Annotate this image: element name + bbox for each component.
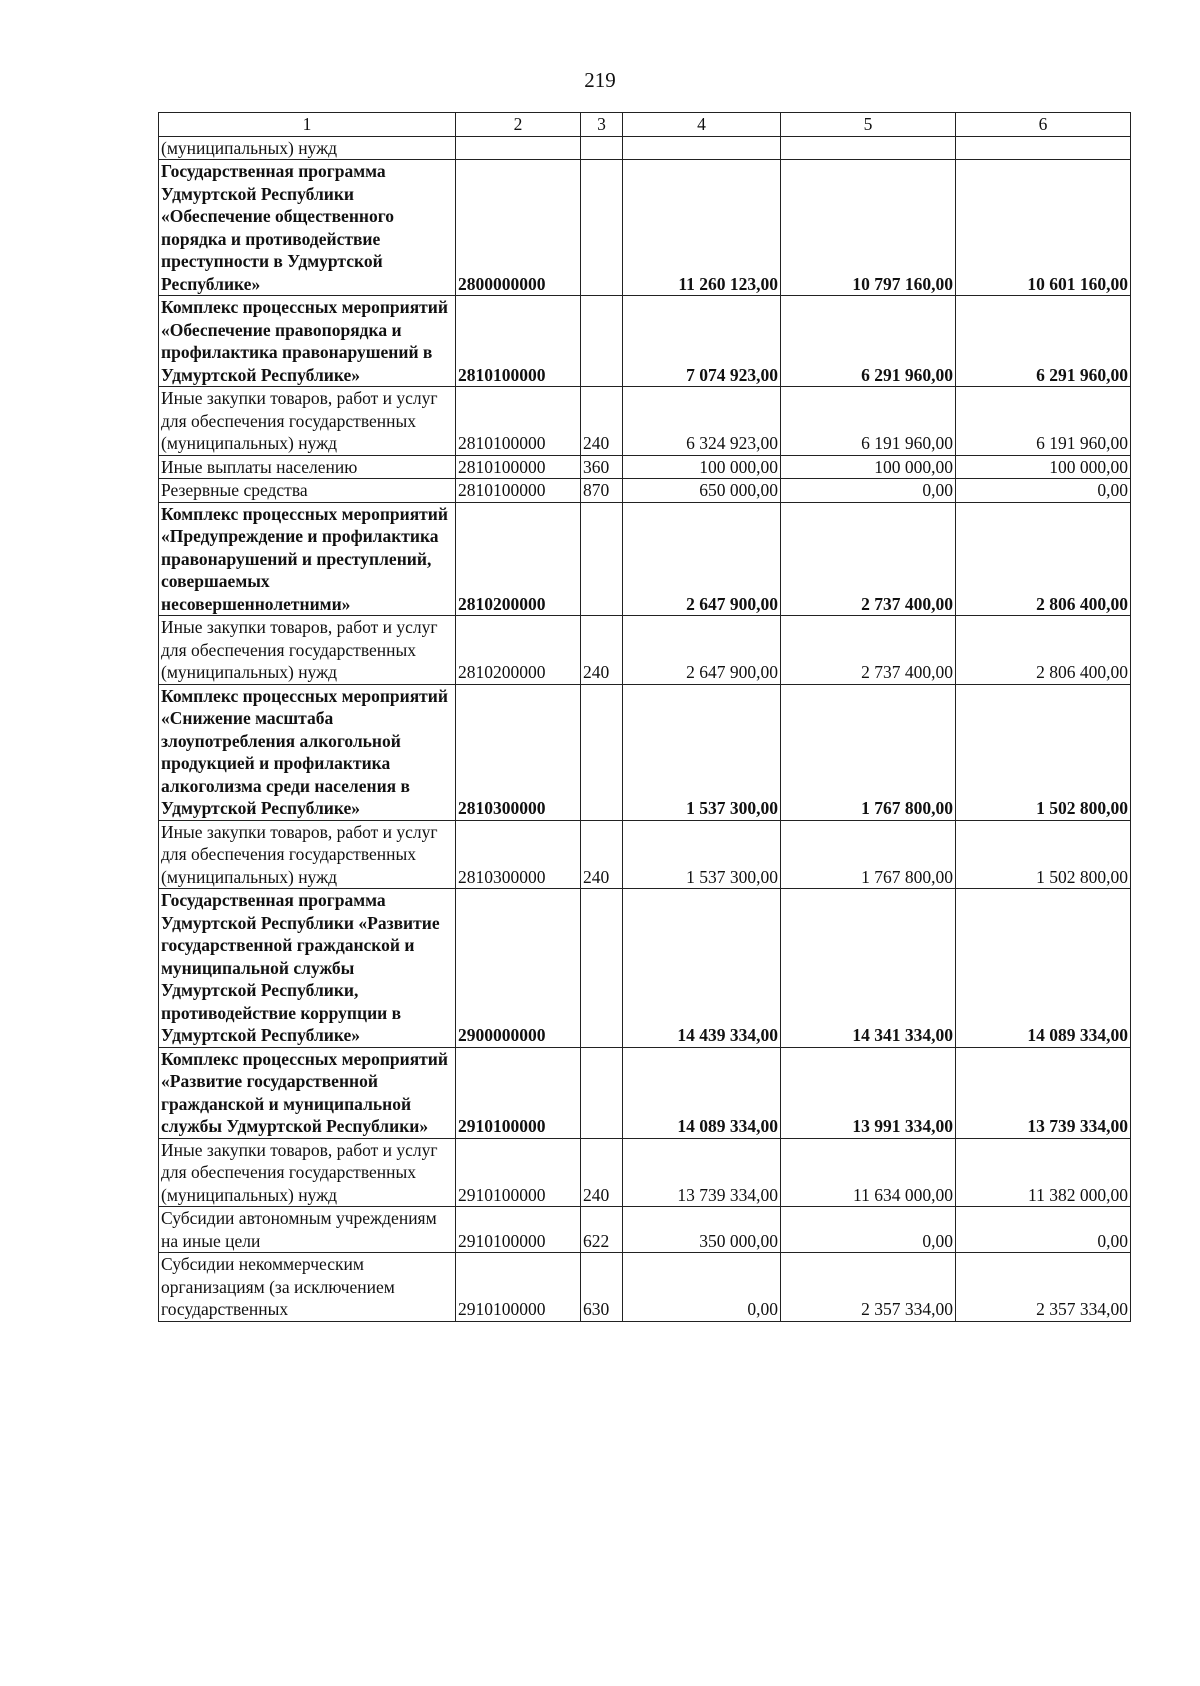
column-header: 1: [159, 113, 456, 137]
row-amount-col4: 1 537 300,00: [623, 820, 781, 889]
row-amount-col5: 100 000,00: [781, 455, 956, 479]
row-amount-col4: 6 324 923,00: [623, 387, 781, 456]
row-amount-col4: 350 000,00: [623, 1207, 781, 1253]
row-amount-col6: 100 000,00: [956, 455, 1131, 479]
row-amount-col5: 1 767 800,00: [781, 684, 956, 820]
budget-table: [158, 112, 1131, 1322]
table-row: [159, 820, 1131, 889]
column-header: 4: [623, 113, 781, 137]
row-amount-col4: 14 089 334,00: [623, 1047, 781, 1138]
row-target-code: 2810200000: [456, 616, 581, 685]
row-name: Иные закупки товаров, работ и услуг для обеспечения государственных (муниципальных) нужд: [159, 820, 456, 889]
row-amount-col4: 7 074 923,00: [623, 296, 781, 387]
row-amount-col6: 13 739 334,00: [956, 1047, 1131, 1138]
row-amount-col5: 14 341 334,00: [781, 889, 956, 1048]
column-header: 3: [581, 113, 623, 137]
row-amount-col5: 11 634 000,00: [781, 1138, 956, 1207]
row-target-code: 2810200000: [456, 502, 581, 616]
row-name: Комплекс процессных мероприятий «Снижение масштаба злоупотребления алкогольной продукцией и профилактика алкоголизма среди населения в Удмуртской Республике»: [159, 684, 456, 820]
row-target-code: [456, 136, 581, 160]
row-amount-col5: 6 191 960,00: [781, 387, 956, 456]
table-row: [159, 502, 1131, 616]
row-target-code: 2810100000: [456, 479, 581, 503]
row-target-code: 2910100000: [456, 1253, 581, 1322]
row-expense-type: 240: [581, 387, 623, 456]
table-row: [159, 455, 1131, 479]
row-expense-type: [581, 889, 623, 1048]
row-target-code: 2810100000: [456, 387, 581, 456]
table-row: [159, 1253, 1131, 1322]
row-amount-col6: 1 502 800,00: [956, 820, 1131, 889]
row-target-code: 2910100000: [456, 1047, 581, 1138]
row-expense-type: [581, 1047, 623, 1138]
table-row: [159, 1138, 1131, 1207]
row-name: Иные закупки товаров, работ и услуг для обеспечения государственных (муниципальных) нужд: [159, 616, 456, 685]
column-number-row: [159, 113, 1131, 137]
row-amount-col6: 2 806 400,00: [956, 616, 1131, 685]
row-amount-col6: 0,00: [956, 1207, 1131, 1253]
table-row: [159, 684, 1131, 820]
row-expense-type: 630: [581, 1253, 623, 1322]
column-header: 5: [781, 113, 956, 137]
row-amount-col4: 11 260 123,00: [623, 160, 781, 296]
row-amount-col6: 14 089 334,00: [956, 889, 1131, 1048]
row-name: (муниципальных) нужд: [159, 136, 456, 160]
row-expense-type: [581, 296, 623, 387]
row-target-code: 2810300000: [456, 820, 581, 889]
table-row: [159, 616, 1131, 685]
row-expense-type: 240: [581, 820, 623, 889]
row-name: Иные закупки товаров, работ и услуг для обеспечения государственных (муниципальных) нужд: [159, 1138, 456, 1207]
row-target-code: 2910100000: [456, 1138, 581, 1207]
table-row: [159, 160, 1131, 296]
row-amount-col5: 1 767 800,00: [781, 820, 956, 889]
row-amount-col6: 6 191 960,00: [956, 387, 1131, 456]
row-amount-col5: 13 991 334,00: [781, 1047, 956, 1138]
table-row: [159, 1047, 1131, 1138]
row-target-code: 2800000000: [456, 160, 581, 296]
row-name: Комплекс процессных мероприятий «Предупреждение и профилактика правонарушений и преступлений, совершаемых несовершеннолетними»: [159, 502, 456, 616]
row-amount-col5: 2 737 400,00: [781, 502, 956, 616]
row-target-code: 2810300000: [456, 684, 581, 820]
row-expense-type: 360: [581, 455, 623, 479]
row-amount-col6: 6 291 960,00: [956, 296, 1131, 387]
row-expense-type: 622: [581, 1207, 623, 1253]
row-target-code: 2810100000: [456, 455, 581, 479]
table-row: [159, 1207, 1131, 1253]
row-amount-col6: 1 502 800,00: [956, 684, 1131, 820]
row-amount-col6: 2 357 334,00: [956, 1253, 1131, 1322]
row-amount-col5: 0,00: [781, 1207, 956, 1253]
row-amount-col5: 0,00: [781, 479, 956, 503]
table-row: [159, 296, 1131, 387]
row-target-code: 2810100000: [456, 296, 581, 387]
column-header: 6: [956, 113, 1131, 137]
row-target-code: 2910100000: [456, 1207, 581, 1253]
row-amount-col5: 2 357 334,00: [781, 1253, 956, 1322]
row-name: Субсидии автономным учреждениям на иные цели: [159, 1207, 456, 1253]
row-amount-col4: 1 537 300,00: [623, 684, 781, 820]
row-name: Субсидии некоммерческим организациям (за исключением государственных: [159, 1253, 456, 1322]
row-name: Комплекс процессных мероприятий «Развитие государственной гражданской и муниципальной службы Удмуртской Республики»: [159, 1047, 456, 1138]
row-expense-type: 870: [581, 479, 623, 503]
row-amount-col6: 11 382 000,00: [956, 1138, 1131, 1207]
row-amount-col4: 2 647 900,00: [623, 616, 781, 685]
table-row: [159, 387, 1131, 456]
page-number: 219: [584, 68, 616, 92]
row-amount-col6: [956, 136, 1131, 160]
row-amount-col5: 10 797 160,00: [781, 160, 956, 296]
row-name: Государственная программа Удмуртской Республики «Развитие государственной гражданской и муниципальной службы Удмуртской Республики, противодействие коррупции в Удмуртской Республике»: [159, 889, 456, 1048]
table-row: [159, 136, 1131, 160]
row-expense-type: [581, 502, 623, 616]
row-amount-col5: 2 737 400,00: [781, 616, 956, 685]
row-name: Государственная программа Удмуртской Республики «Обеспечение общественного порядка и противодействие преступности в Удмуртской Республике»: [159, 160, 456, 296]
row-amount-col4: 14 439 334,00: [623, 889, 781, 1048]
row-amount-col6: 10 601 160,00: [956, 160, 1131, 296]
row-amount-col4: 100 000,00: [623, 455, 781, 479]
row-amount-col4: 650 000,00: [623, 479, 781, 503]
row-amount-col6: 2 806 400,00: [956, 502, 1131, 616]
row-amount-col5: 6 291 960,00: [781, 296, 956, 387]
table-row: [159, 889, 1131, 1048]
row-name: Комплекс процессных мероприятий «Обеспечение правопорядка и профилактика правонарушений в Удмуртской Республике»: [159, 296, 456, 387]
row-name: Резервные средства: [159, 479, 456, 503]
row-amount-col4: 2 647 900,00: [623, 502, 781, 616]
table-row: [159, 479, 1131, 503]
column-header: 2: [456, 113, 581, 137]
row-amount-col6: 0,00: [956, 479, 1131, 503]
row-amount-col4: 13 739 334,00: [623, 1138, 781, 1207]
row-target-code: 2900000000: [456, 889, 581, 1048]
row-expense-type: [581, 136, 623, 160]
row-expense-type: [581, 684, 623, 820]
row-amount-col5: [781, 136, 956, 160]
row-expense-type: 240: [581, 1138, 623, 1207]
row-expense-type: [581, 160, 623, 296]
row-name: Иные выплаты населению: [159, 455, 456, 479]
row-name: Иные закупки товаров, работ и услуг для обеспечения государственных (муниципальных) нужд: [159, 387, 456, 456]
row-amount-col4: 0,00: [623, 1253, 781, 1322]
row-amount-col4: [623, 136, 781, 160]
row-expense-type: 240: [581, 616, 623, 685]
